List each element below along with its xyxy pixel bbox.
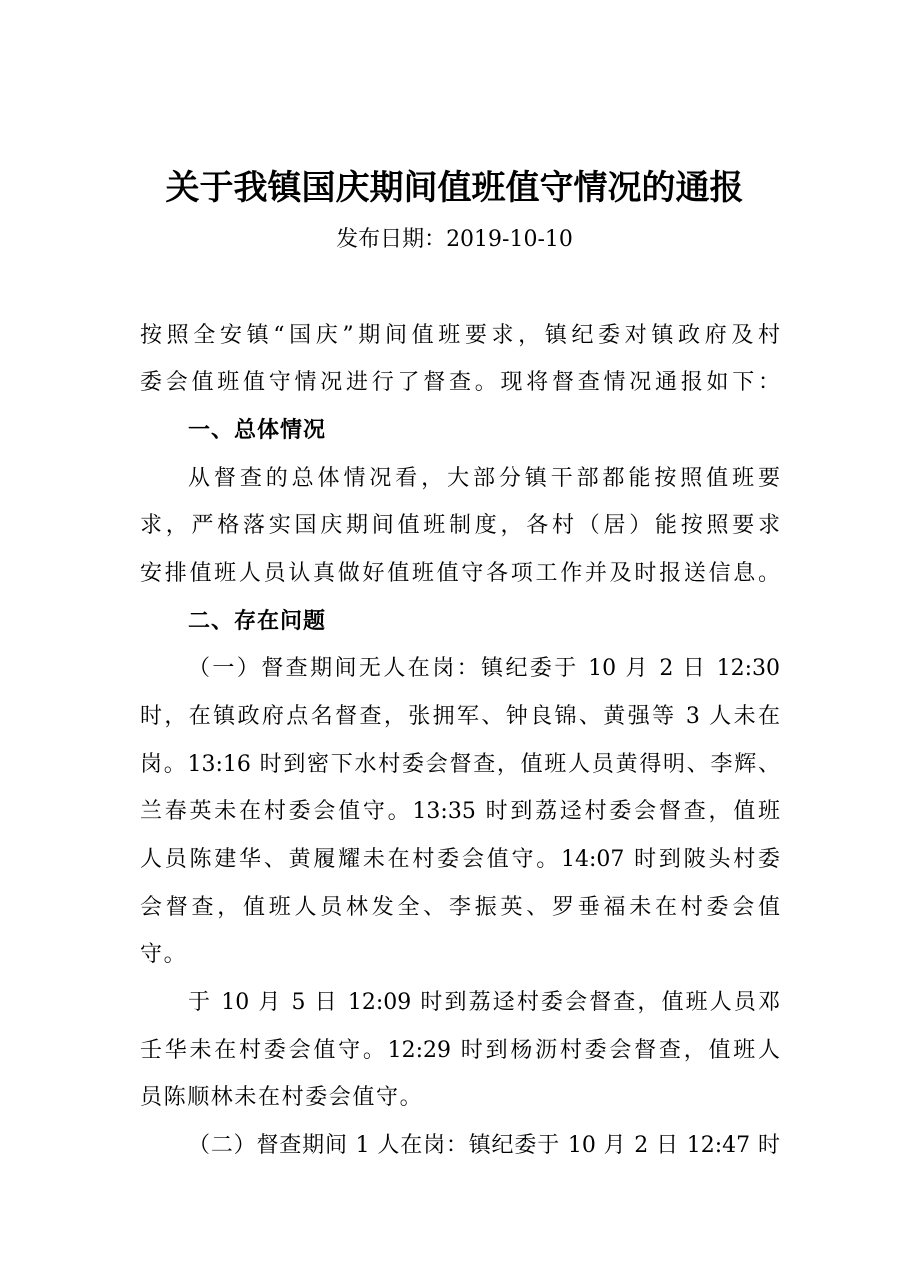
paragraph-line: 兰春英未在村委会值守。13:35 时到荔迳村委会督查，值班 (140, 799, 780, 824)
paragraph-line: 从督查的总体情况看，大部分镇干部都能按照值班要 (188, 466, 780, 491)
paragraph-line: 员陈顺林未在村委会值守。 (140, 1085, 424, 1110)
section-heading: 二、存在问题 (188, 609, 327, 634)
paragraph-line: 求，严格落实国庆期间值班制度，各村（居）能按照要求 (140, 513, 780, 538)
paragraph-line: 壬华未在村委会值守。12:29 时到杨沥村委会督查，值班人 (140, 1038, 780, 1063)
paragraph-line: 人员陈建华、黄履耀未在村委会值守。14:07 时到陂头村委 (140, 847, 780, 872)
paragraph-line: 安排值班人员认真做好值班值守各项工作并及时报送信息。 (140, 561, 780, 586)
paragraph-line: （一）督查期间无人在岗：镇纪委于 10 月 2 日 12:30 (188, 656, 780, 681)
paragraph-line: 守。 (140, 942, 188, 967)
paragraph-line: 委会值班值守情况进行了督查。现将督查情况通报如下： (140, 370, 780, 395)
paragraph-line: 岗。13:16 时到密下水村委会督查，值班人员黄得明、李辉、 (140, 752, 780, 777)
section-heading: 一、总体情况 (188, 418, 327, 443)
publish-date: 发布日期：2019-10-10 (336, 227, 573, 252)
paragraph-line: 按照全安镇“国庆”期间值班要求，镇纪委对镇政府及村 (140, 323, 780, 348)
paragraph-line: 时，在镇政府点名督查，张拥军、钟良锦、黄强等 3 人未在 (140, 704, 780, 729)
paragraph-line: （二）督查期间 1 人在岗：镇纪委于 10 月 2 日 12:47 时 (188, 1133, 780, 1158)
paragraph-line: 会督查，值班人员林发全、李振英、罗垂福未在村委会值 (140, 895, 780, 920)
document-title: 关于我镇国庆期间值班值守情况的通报 (165, 168, 744, 208)
paragraph-line: 于 10 月 5 日 12:09 时到荔迳村委会督查，值班人员邓 (188, 990, 780, 1015)
